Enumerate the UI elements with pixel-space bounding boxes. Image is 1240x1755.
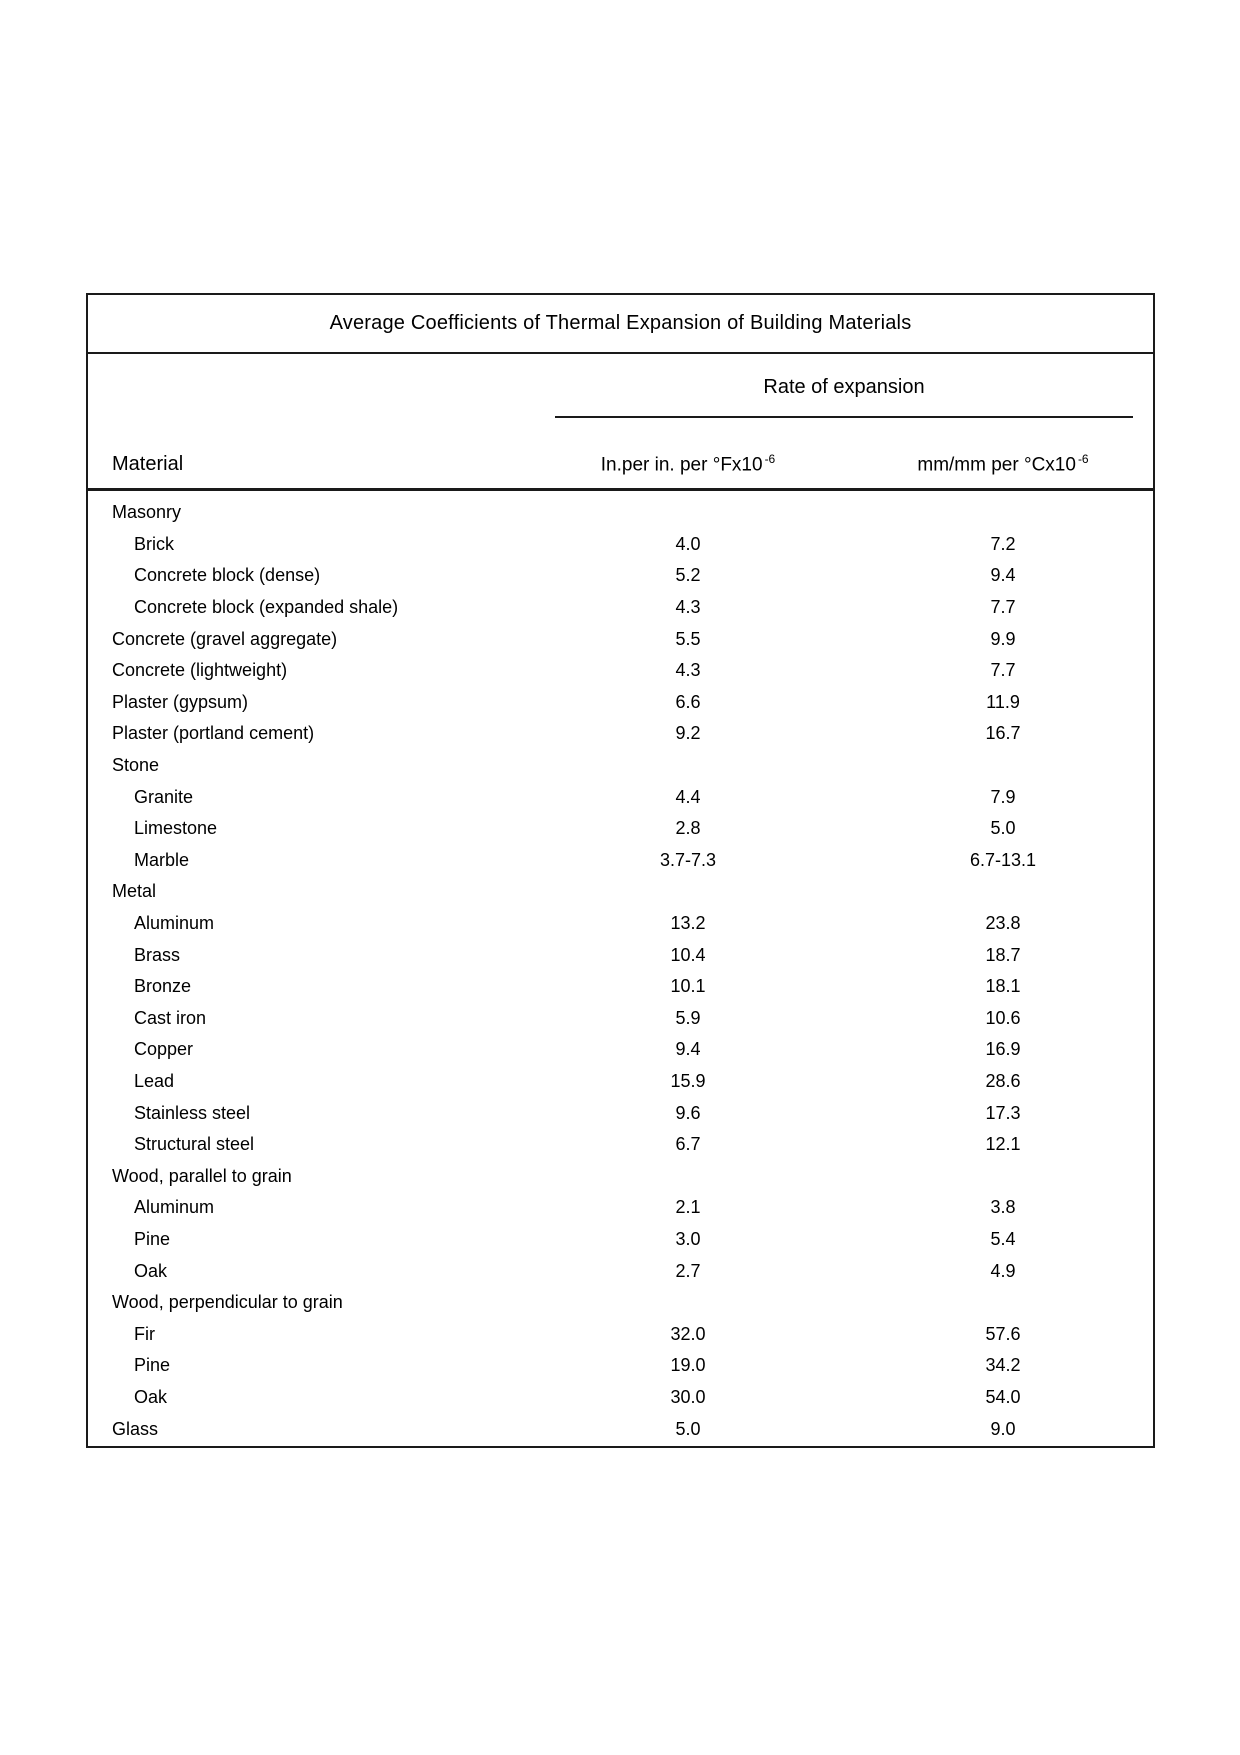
- material-cell: Marble: [134, 849, 190, 870]
- material-cell: Granite: [134, 786, 194, 807]
- material-cell: Fir: [134, 1323, 155, 1344]
- value-mm-per-mm-cell: 12.1: [985, 1134, 1021, 1155]
- value-in-per-in-cell: 10.4: [670, 944, 706, 965]
- value-mm-per-mm-cell: 5.4: [990, 1228, 1016, 1249]
- value-in-per-in-cell: 2.7: [675, 1260, 701, 1281]
- value-in-per-in-cell: 13.2: [670, 913, 706, 934]
- value-in-per-in-cell: 30.0: [670, 1386, 706, 1407]
- group-row: [88, 750, 1153, 782]
- value-in-per-in-cell: 3.7-7.3: [659, 849, 717, 870]
- table-body: [88, 491, 1153, 1445]
- value-in-per-in-cell: 9.6: [675, 1102, 701, 1123]
- value-mm-per-mm-cell: 3.8: [990, 1197, 1016, 1218]
- value-mm-per-mm-cell: 57.6: [985, 1323, 1021, 1344]
- value-mm-per-mm-cell: 16.7: [985, 723, 1021, 744]
- material-cell: Limestone: [134, 818, 218, 839]
- value-in-per-in-cell: 5.5: [675, 628, 701, 649]
- table-row: [88, 1003, 1153, 1035]
- value-mm-per-mm-cell: 9.4: [990, 565, 1016, 586]
- value-in-per-in-cell: 6.6: [675, 691, 701, 712]
- value-in-per-in-cell: 2.1: [675, 1197, 701, 1218]
- value-in-per-in-cell: 4.3: [675, 597, 701, 618]
- celsius-column-header-base: mm/mm per °Cx10: [917, 454, 1076, 475]
- table-row: [88, 1413, 1153, 1445]
- thermal-expansion-table: [86, 293, 1155, 1448]
- value-in-per-in-cell: 15.9: [670, 1070, 706, 1091]
- table-row: [88, 1034, 1153, 1066]
- material-cell: Brick: [134, 533, 174, 554]
- value-in-per-in-cell: 6.7: [675, 1134, 701, 1155]
- celsius-column-header: [873, 452, 1133, 476]
- material-column-header: Material: [112, 453, 184, 475]
- group-row: [88, 876, 1153, 908]
- value-mm-per-mm-cell: 7.7: [990, 597, 1016, 618]
- material-cell: Pine: [134, 1228, 171, 1249]
- table-row: [88, 718, 1153, 750]
- material-cell: Concrete block (expanded shale): [134, 597, 399, 618]
- value-in-per-in-cell: 19.0: [670, 1355, 706, 1376]
- value-in-per-in-cell: 32.0: [670, 1323, 706, 1344]
- value-mm-per-mm-cell: 7.7: [990, 660, 1016, 681]
- value-in-per-in-cell: 5.2: [675, 565, 701, 586]
- value-mm-per-mm-cell: 7.2: [990, 533, 1016, 554]
- value-mm-per-mm-cell: 7.9: [990, 786, 1016, 807]
- table-row: [88, 781, 1153, 813]
- material-cell: Pine: [134, 1355, 171, 1376]
- material-cell: Structural steel: [134, 1134, 255, 1155]
- table-row: [88, 1224, 1153, 1256]
- table-row: [88, 1097, 1153, 1129]
- value-in-per-in-cell: 3.0: [675, 1228, 701, 1249]
- value-mm-per-mm-cell: 18.7: [985, 944, 1021, 965]
- material-cell: Concrete (gravel aggregate): [112, 628, 338, 649]
- table-row: [88, 939, 1153, 971]
- value-mm-per-mm-cell: 4.9: [990, 1260, 1016, 1281]
- table-row: [88, 529, 1153, 561]
- table-row: [88, 623, 1153, 655]
- celsius-column-header-exponent: -6: [1077, 451, 1089, 466]
- value-in-per-in-cell: 10.1: [670, 976, 706, 997]
- table-row: [88, 655, 1153, 687]
- value-in-per-in-cell: 9.2: [675, 723, 701, 744]
- material-cell: Stainless steel: [134, 1102, 251, 1123]
- table-row: [88, 1382, 1153, 1414]
- material-cell: Glass: [112, 1418, 159, 1439]
- material-cell: Wood, perpendicular to grain: [112, 1292, 343, 1313]
- value-in-per-in-cell: 9.4: [675, 1039, 701, 1060]
- value-mm-per-mm-cell: 9.9: [990, 628, 1016, 649]
- table-title: Average Coefficients of Thermal Expansion of Building Materials: [88, 295, 1153, 354]
- material-cell: Oak: [134, 1260, 168, 1281]
- value-in-per-in-cell: 4.0: [675, 533, 701, 554]
- table-row: [88, 1192, 1153, 1224]
- value-in-per-in-cell: 2.8: [675, 818, 701, 839]
- value-mm-per-mm-cell: 10.6: [985, 1007, 1021, 1028]
- group-row: [88, 1160, 1153, 1192]
- rate-of-expansion-underline: [555, 416, 1133, 418]
- material-cell: Plaster (portland cement): [112, 723, 315, 744]
- group-row: [88, 1287, 1153, 1319]
- table-row: [88, 845, 1153, 877]
- rate-of-expansion-header: Rate of expansion: [763, 376, 925, 398]
- value-mm-per-mm-cell: 54.0: [985, 1386, 1021, 1407]
- table-header: [88, 354, 1153, 491]
- material-cell: Aluminum: [134, 913, 215, 934]
- value-mm-per-mm-cell: 23.8: [985, 913, 1021, 934]
- table-row: [88, 1129, 1153, 1161]
- fahrenheit-column-header: [558, 452, 818, 476]
- table-row: [88, 1066, 1153, 1098]
- material-cell: Masonry: [112, 502, 182, 523]
- value-in-per-in-cell: 4.3: [675, 660, 701, 681]
- value-mm-per-mm-cell: 18.1: [985, 976, 1021, 997]
- table-row: [88, 1255, 1153, 1287]
- value-mm-per-mm-cell: 6.7-13.1: [969, 849, 1037, 870]
- value-mm-per-mm-cell: 28.6: [985, 1070, 1021, 1091]
- material-cell: Cast iron: [134, 1007, 207, 1028]
- material-cell: Metal: [112, 881, 157, 902]
- fahrenheit-column-header-base: In.per in. per °Fx10: [600, 454, 763, 475]
- material-cell: Brass: [134, 944, 181, 965]
- table-row: [88, 971, 1153, 1003]
- material-cell: Plaster (gypsum): [112, 691, 249, 712]
- value-in-per-in-cell: 4.4: [675, 786, 701, 807]
- table-row: [88, 813, 1153, 845]
- table-row: [88, 687, 1153, 719]
- value-mm-per-mm-cell: 17.3: [985, 1102, 1021, 1123]
- value-in-per-in-cell: 5.0: [675, 1418, 701, 1439]
- table-row: [88, 1318, 1153, 1350]
- value-in-per-in-cell: 5.9: [675, 1007, 701, 1028]
- material-cell: Aluminum: [134, 1197, 215, 1218]
- table-row: [88, 908, 1153, 940]
- table-row: [88, 592, 1153, 624]
- material-cell: Stone: [112, 755, 160, 776]
- material-cell: Copper: [134, 1039, 194, 1060]
- fahrenheit-column-header-exponent: -6: [764, 451, 776, 466]
- table-row: [88, 1350, 1153, 1382]
- material-cell: Oak: [134, 1386, 168, 1407]
- material-cell: Lead: [134, 1070, 175, 1091]
- material-cell: Bronze: [134, 976, 192, 997]
- table-row: [88, 560, 1153, 592]
- value-mm-per-mm-cell: 5.0: [990, 818, 1016, 839]
- material-cell: Concrete (lightweight): [112, 660, 288, 681]
- value-mm-per-mm-cell: 11.9: [986, 691, 1020, 712]
- material-cell: Wood, parallel to grain: [112, 1165, 292, 1186]
- material-cell: Concrete block (dense): [134, 565, 321, 586]
- value-mm-per-mm-cell: 9.0: [990, 1418, 1016, 1439]
- value-mm-per-mm-cell: 16.9: [985, 1039, 1021, 1060]
- group-row: [88, 497, 1153, 529]
- value-mm-per-mm-cell: 34.2: [985, 1355, 1021, 1376]
